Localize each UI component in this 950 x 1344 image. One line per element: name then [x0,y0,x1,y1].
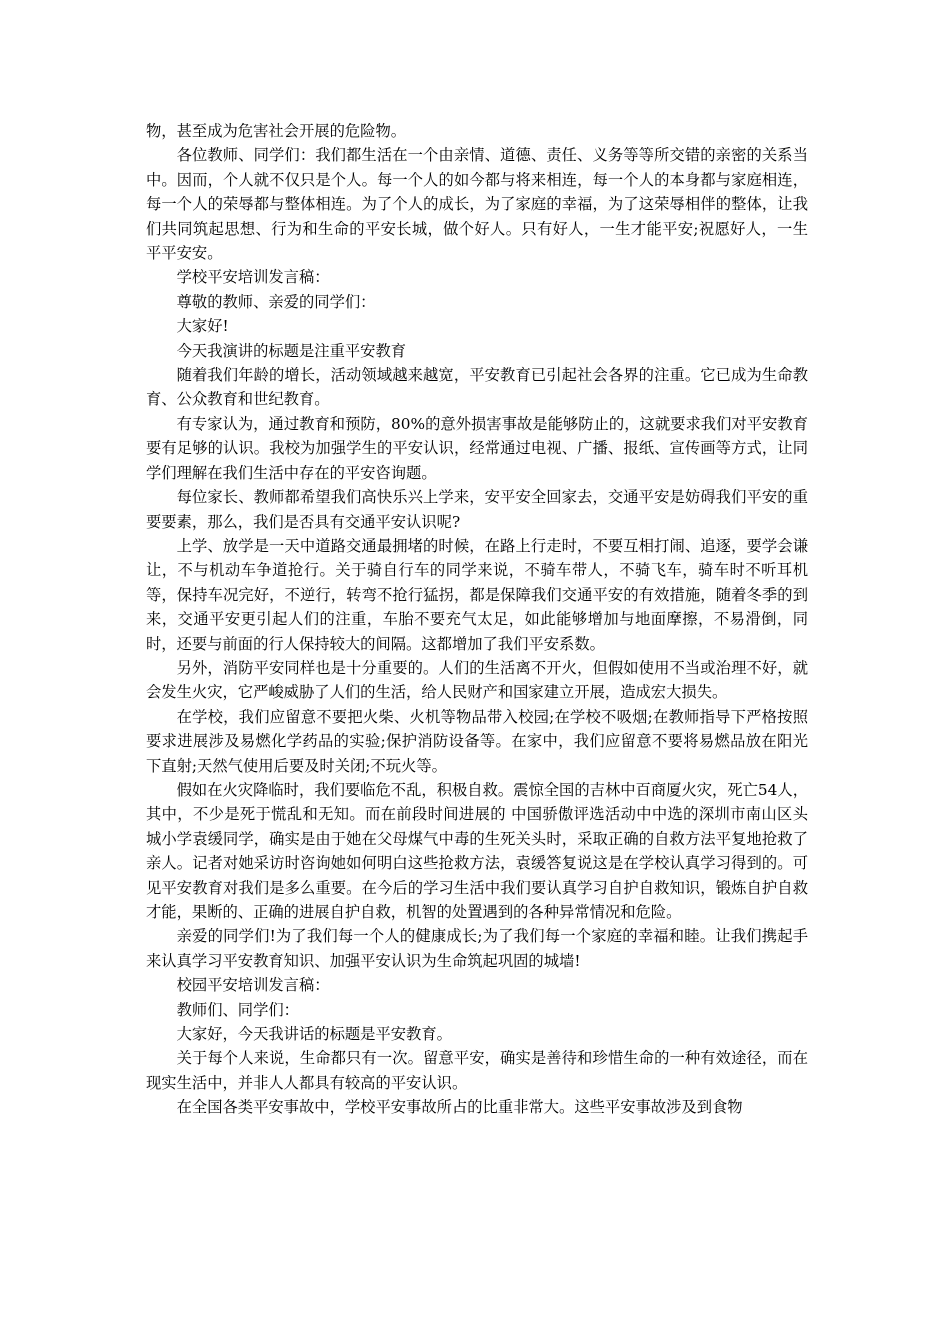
speech-heading-campus: 校园平安培训发言稿： [176,976,330,995]
paragraph-18: 关于每个人来说，生命都只有一次。留意平安，确实是善待和珍惜生命的一种有效途径，而在现实生活中，并非人人都具有较高的平安认识。 [146,1049,808,1092]
paragraph-9: 每位家长、教师都希望我们高快乐兴上学来，安平安全回家去，交通平安是妨碍我们平安的重要要素，那么，我们是否具有交通平安认识呢? [146,488,808,531]
paragraph-19: 在全国各类平安事故中，学校平安事故所占的比重非常大。这些平安事故涉及到食物 [176,1098,743,1117]
paragraph-1: 物，甚至成为危害社会开展的危险物。 [146,122,407,140]
salutation-2: 教师们、同学们： [176,1000,299,1019]
speech-topic: 今天我演讲的标题是注重平安教育 [176,341,407,360]
document-body [146,119,808,1120]
paragraph-2: 各位教师、同学们：我们都生活在一个由亲情、道德、责任、义务等等所交错的亲密的关系当中。因而，个人就不仅只是个人。每一个人的如今都与将来相连，每一个人的本身都与家庭相连，每一个人的荣辱都与整体相连。为了个人的成长，为了家庭的幸福，为了这荣辱相伴的整体，让我们共同筑起思想、行为和生命的平安长城，做个好人。只有好人，一生才能平安;祝愿好人，一生平平安安。 [146,146,808,263]
paragraph-14: 亲爱的同学们!为了我们每一个人的健康成长;为了我们每一个家庭的幸福和睦。让我们携起手来认真学习平安教育知识、加强平安认识为生命筑起巩固的城墙! [146,927,808,970]
paragraph-7: 随着我们年龄的增长，活动领域越来越宽，平安教育已引起社会各界的注重。它已成为生命教育、公众教育和世纪教育。 [146,366,808,409]
greeting-2: 大家好，今天我讲话的标题是平安教育。 [176,1025,452,1044]
salutation: 尊敬的教师、亲爱的同学们： [176,292,376,311]
paragraph-12: 在学校，我们应留意不要把火柴、火机等物品带入校园;在学校不吸烟;在教师指导下严格按照要求进展涉及易燃化学药品的实验;保护消防设备等。在家中，我们应留意不要将易燃品放在阳光下直射;天然气使用后要及时关闭;不玩火等。 [146,707,808,775]
greeting: 大家好! [176,317,229,336]
paragraph-10: 上学、放学是一天中道路交通最拥堵的时候，在路上行走时，不要互相打闹、追逐，要学会谦让，不与机动车争道抢行。关于骑自行车的同学来说，不骑车带人，不骑飞车，骑车时不听耳机等，保持车况完好，不逆行，转弯不抢行猛拐，都是保障我们交通平安的有效措施，随着冬季的到来，交通平安更引起人们的注重，车胎不要充气太足，如此能够增加与地面摩擦，不易滑倒，同时，还要与前面的行人保持较大的间隔。这都增加了我们平安系数。 [146,536,808,653]
paragraph-13: 假如在火灾降临时，我们要临危不乱，积极自救。震惊全国的吉林中百商厦火灾，死亡54人，其中，不少是死于慌乱和无知。而在前段时间进展的 中国骄傲评选活动中中选的深圳市南山区头城小学袁缓同学，确实是由于她在父母煤气中毒的生死关头时，采取正确的自救方法平复地抢救了亲人。记者对她采访时咨询她如何明白这些抢救方法，袁缓答复说这是在学校认真学习得到的。可见平安教育对我们是多么重要。在今后的学习生活中我们要认真学习自护自救知识，锻炼自护自救才能，果断的、正确的进展自护自救，机智的处置遇到的各种异常情况和危险。 [146,780,808,921]
paragraph-8: 有专家认为，通过教育和预防，80%的意外损害事故是能够防止的，这就要求我们对平安教育要有足够的认识。我校为加强学生的平安认识，经常通过电视、广播、报纸、宣传画等方式，让同学们理解在我们生活中存在的平安咨询题。 [146,414,808,482]
speech-heading-school: 学校平安培训发言稿： [176,268,330,287]
paragraph-11: 另外，消防平安同样也是十分重要的。人们的生活离不开火，但假如使用不当或治理不好，就会发生火灾，它严峻威胁了人们的生活，给人民财产和国家建立开展，造成宏大损失。 [146,658,808,702]
